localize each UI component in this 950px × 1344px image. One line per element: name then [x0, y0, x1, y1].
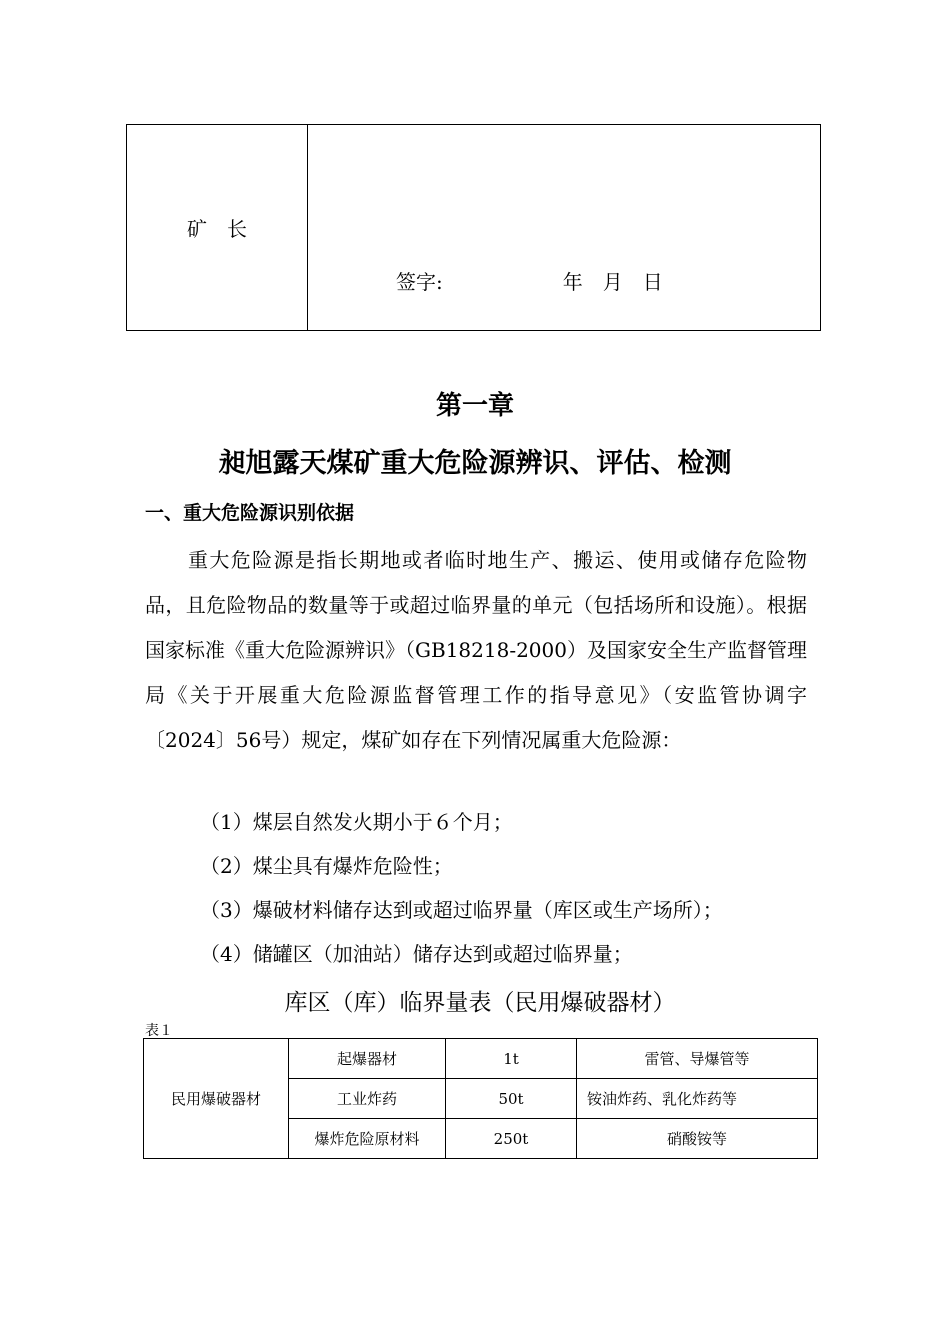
examples-cell: 铵油炸药、乳化炸药等 — [577, 1079, 818, 1119]
threshold-table — [143, 1038, 818, 1159]
quantity-cell: 50t — [446, 1079, 577, 1119]
list-item: （4）储罐区（加油站）储存达到或超过临界量； — [200, 942, 633, 966]
date-label: 年 月 日 — [562, 270, 663, 294]
list-item: （1）煤层自然发火期小于６个月； — [200, 810, 513, 834]
examples-cell: 硝酸铵等 — [577, 1119, 818, 1159]
chapter-number: 第一章 — [435, 391, 514, 421]
chapter-title: 昶旭露天煤矿重大危险源辨识、评估、检测 — [218, 448, 732, 479]
sign-label: 签字: — [396, 270, 443, 294]
role-cell — [127, 125, 308, 331]
material-name-cell: 工业炸药 — [289, 1079, 446, 1119]
table-caption: 库区（库）临界量表（民用爆破器材） — [284, 990, 676, 1016]
body-paragraph: 重大危险源是指长期地或者临时地生产、搬运、使用或储存危险物品，且危险物品的数量等于或超过临界量的单元（包括场所和设施）。根据国家标准《重大危险源辨识》（GB18218-2000）及国家安全生产监督管理局《关于开展重大危险源监督管理工作的指导意见》（安监管协调字〔2024〕56号）规定，煤矿如存在下列情况属重大危险源： — [145, 548, 807, 752]
list-item: （3）爆破材料储存达到或超过临界量（库区或生产场所）； — [200, 898, 723, 922]
material-name-cell: 爆炸危险原材料 — [289, 1119, 446, 1159]
list-item: （2）煤尘具有爆炸危险性； — [200, 854, 453, 878]
signature-table — [126, 124, 821, 331]
signature-line — [396, 266, 663, 295]
condition-list — [200, 800, 723, 976]
signature-cell — [308, 125, 821, 331]
examples-cell: 雷管、导爆管等 — [577, 1039, 818, 1079]
table-label: 表１ — [145, 1023, 173, 1039]
role-label: 矿 长 — [187, 217, 247, 241]
material-name-cell: 起爆器材 — [289, 1039, 446, 1079]
category-cell: 民用爆破器材 — [144, 1039, 289, 1159]
table-row — [144, 1039, 818, 1079]
quantity-cell: 1t — [446, 1039, 577, 1079]
quantity-cell: 250t — [446, 1119, 577, 1159]
section-heading: 一、重大危险源识别依据 — [145, 502, 355, 524]
